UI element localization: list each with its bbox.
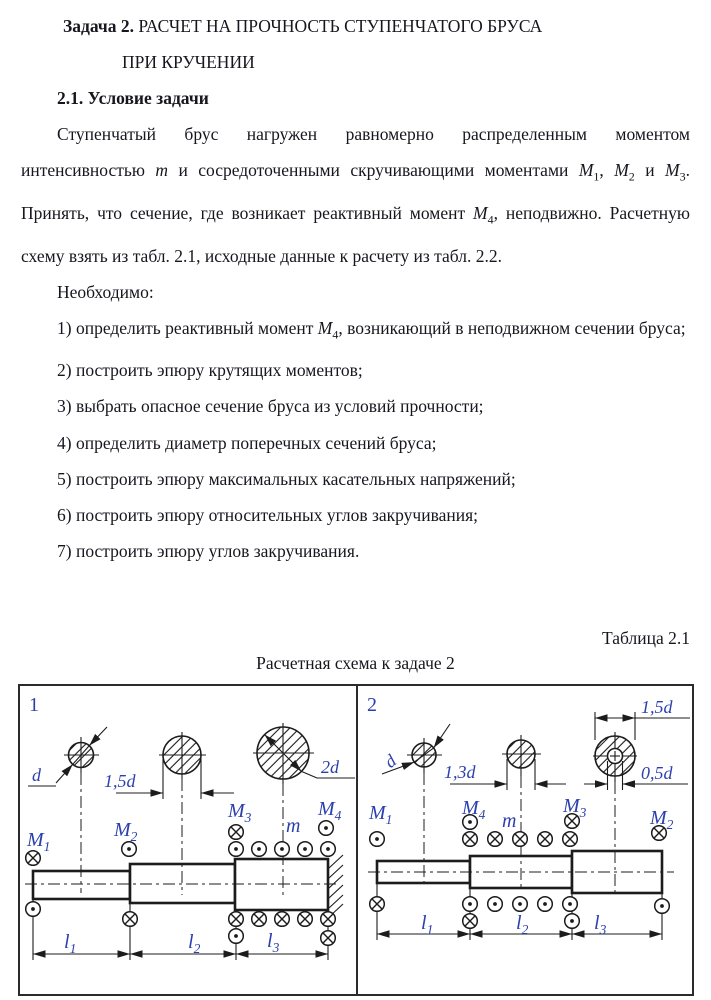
length-label-l3: $l_3$ <box>594 912 607 937</box>
task-item-7: 7) построить эпюру углов закручивания. <box>57 540 360 561</box>
moment-label-m4: $M_4$ <box>462 797 486 822</box>
scheme-1-drawing <box>20 686 356 994</box>
page-title-line2: ПРИ КРУЧЕНИИ <box>122 52 255 73</box>
cross-section-d <box>380 724 450 774</box>
panel-number: 1 <box>29 694 39 716</box>
dim-label-d: d <box>380 750 400 772</box>
cross-section-13d <box>444 735 566 790</box>
moment-label-m2: $M_2$ <box>650 807 674 832</box>
length-label-l2: $l_2$ <box>188 931 201 956</box>
scheme-2-drawing <box>358 686 694 994</box>
task-item-5: 5) построить эпюру максимальных касательных напряжений; <box>57 468 516 489</box>
cross-section-d <box>28 727 107 786</box>
length-label-l2: $l_2$ <box>516 912 529 937</box>
task-item-2: 2) построить эпюру крутящих моментов; <box>57 360 363 381</box>
moment-label-m1: $M_1$ <box>27 829 51 854</box>
dim-label-05d: 0,5d <box>641 763 673 783</box>
task-item-4: 4) определить диаметр поперечных сечений бруса; <box>57 432 437 453</box>
title-main: РАСЧЕТ НА ПРОЧНОСТЬ СТУПЕНЧАТОГО БРУСА <box>134 16 543 36</box>
moment-label-m2: $M_2$ <box>114 819 138 844</box>
task-item-3: 3) выбрать опасное сечение бруса из условий прочности; <box>57 396 484 417</box>
dim-label-d: d <box>32 765 41 785</box>
dim-label-15d: 1,5d <box>104 771 136 791</box>
moment-label-m3: $M_3$ <box>563 795 587 820</box>
moment-label-m1: $M_1$ <box>369 802 393 827</box>
cross-section-2d <box>253 723 355 784</box>
moment-label-m3: $M_3$ <box>228 800 252 825</box>
distributed-moment-label: m <box>502 810 517 832</box>
panel-number: 2 <box>367 694 377 716</box>
task-item-1: 1) определить реактивный момент $M_4$, возникающий в неподвижном сечении бруса; <box>57 317 686 342</box>
section-heading: 2.1. Условие задачи <box>57 88 209 109</box>
length-label-l1: $l_1$ <box>421 912 434 937</box>
need-label: Необходимо: <box>57 281 154 302</box>
distributed-moment-label: m <box>286 815 301 837</box>
cross-section-hollow-15d-05d <box>584 697 690 790</box>
table-label: Таблица 2.1 <box>602 628 690 648</box>
figure-caption: Расчетная схема к задаче 2 <box>256 653 455 673</box>
moment-label-m4: $M_4$ <box>318 798 342 823</box>
fixed-wall-hatching <box>329 855 343 917</box>
length-label-l1: $l_1$ <box>64 931 77 956</box>
title-problem-number: Задача 2. <box>63 16 135 36</box>
page-title <box>21 8 690 44</box>
document-body <box>21 8 690 569</box>
problem-statement: Ступенчатый брус нагружен равномерно распределенным моментом интенсивностью m и сосредоточенными скручивающими моментами $M_1$, $M_2$ и $M_3$. Принять, что сечение, где возникает реактивный момент $M_4$, неподвижно. Расчетную схему взять из табл. 2.1, исходные данные к расчету из табл. 2.2. <box>21 124 690 266</box>
task-item-6: 6) построить эпюру относительных углов закручивания; <box>57 504 479 525</box>
dim-label-2d: 2d <box>321 757 339 777</box>
figure-panel-1 <box>20 686 356 994</box>
stepped-shaft <box>25 855 343 917</box>
dim-label-13d: 1,3d <box>444 762 476 782</box>
scheme-table <box>18 684 694 996</box>
length-label-l3: $l_3$ <box>267 930 280 955</box>
figure-panel-2 <box>356 686 694 994</box>
dim-label-15d: 1,5d <box>641 697 673 717</box>
cross-section-15d <box>104 732 234 799</box>
